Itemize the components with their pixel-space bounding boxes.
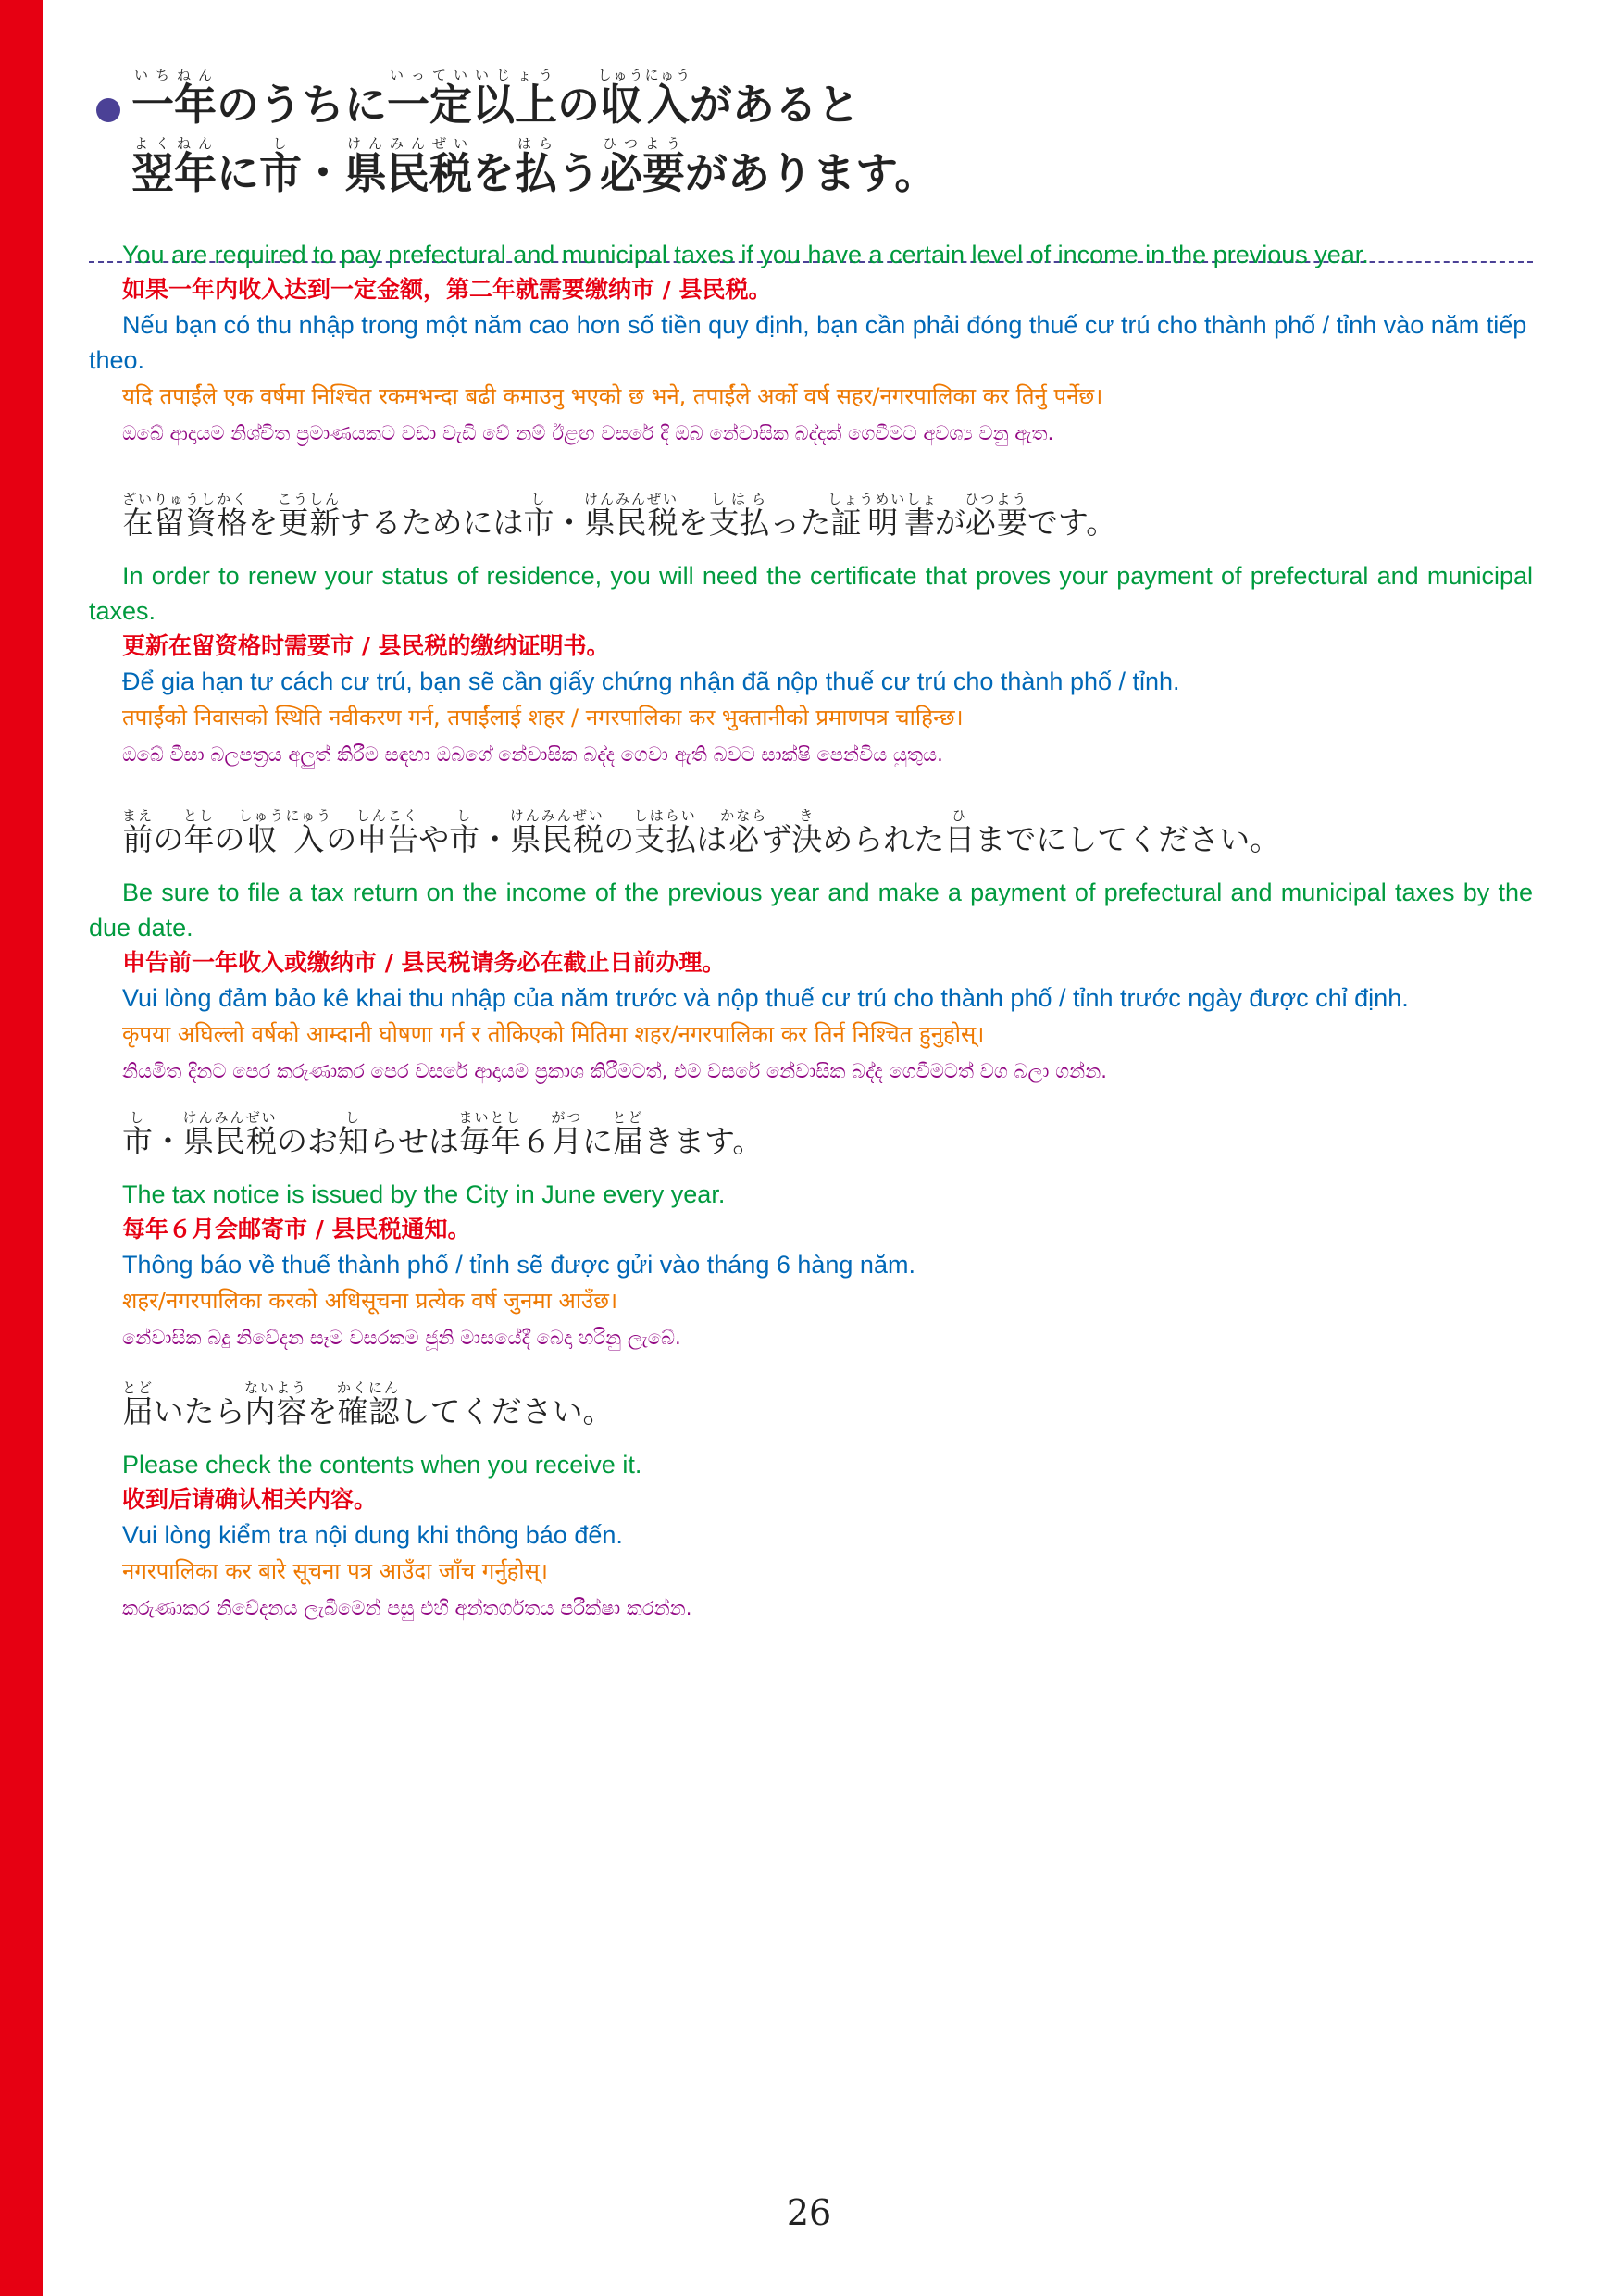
section-check-contents — [89, 1379, 1533, 1627]
furigana-reading: いっていいじょう — [387, 67, 557, 83]
vietnamese-text: Để gia hạn tư cách cư trú, bạn sẽ cần giấy chứng nhận đã nộp thuế cư trú cho thành phố / tỉnh. — [122, 667, 1180, 695]
page-number: 26 — [786, 2192, 832, 2233]
section-tax-notice — [89, 1109, 1533, 1356]
nepali-text: कृपया अघिल्लो वर्षको आम्दानी घोषणा गर्न र तोकिएको मितिमा शहर/नगरपालिका कर तिर्न निश्चित हुनुहोस्। — [122, 1020, 985, 1047]
furigana-word: 確認かくにん — [337, 1379, 401, 1429]
heading-line-2: 翌年よくねんに市し・県民税けんみんぜいを払はらう必要ひつようがあります。 — [131, 135, 938, 198]
sinhala-text: කරුණාකර නිවේදනය ලැබීමෙන් පසු එහි අන්තර්ගතය පරීක්ෂා කරන්න. — [122, 1596, 692, 1619]
chinese-text: 如果一年内收入达到一定金额，第二年就需要缴纳市 / 县民税。 — [122, 276, 772, 303]
furigana-word: 申告しんこく — [355, 807, 419, 857]
furigana-word: 県民税けんみんぜい — [584, 491, 679, 541]
furigana-reading: しはらい — [633, 807, 697, 824]
furigana-reading: しんこく — [355, 807, 419, 824]
furigana-word: 市し — [259, 135, 302, 198]
sinhala-text: ඔබේ ආදායම නිශ්චිත ප්‍රමාණයකට වඩා වැඩි වේ නම් ඊළඟ වසරේ දී ඔබ නේවාසික බද්දක් ගෙවීමට අවශ්‍ය වනු ඇත. — [122, 422, 1054, 444]
furigana-word: 証明書しょうめいしょ — [828, 491, 939, 541]
furigana-word: 知し — [338, 1109, 369, 1159]
sinhala-text: නියමිත දිනට පෙර කරුණාකර පෙර වසරේ ආදායම ප්‍රකාශ කිරීමටත්, එම වසරේ නේවාසික බද්ද ගෙවීමටත් වග බලා ගන්න. — [122, 1059, 1107, 1082]
nepali-text: शहर/नगरपालिका करको अधिसूचना प्रत्येक वर्ष जुनमा आउँछ। — [122, 1287, 618, 1314]
furigana-word: 更新こうしん — [278, 491, 342, 541]
furigana-word: 市し — [449, 807, 480, 857]
furigana-reading: ひ — [944, 807, 976, 824]
furigana-word: 払はら — [515, 135, 557, 198]
vietnamese-text: Nếu bạn có thu nhập trong một năm cao hơn số tiền quy định, bạn cần phải đóng thuế cư trú cho thành phố / tỉnh vào năm tiếp theo. — [89, 311, 1527, 374]
nepali-text: तपाईंको निवासको स्थिति नवीकरण गर्न, तपाईंलाई शहर / नगरपालिका कर भुक्तानीको प्रमाणपत्र चाहिन्छ। — [122, 704, 964, 730]
chinese-text: 收到后请确认相关内容。 — [122, 1485, 378, 1513]
furigana-word: 必かなら — [720, 807, 768, 857]
japanese-text: 届とどいたら内容ないようを確認かくにんしてください。 — [122, 1379, 614, 1429]
furigana-reading: はら — [515, 135, 557, 152]
furigana-word: 届とど — [122, 1379, 155, 1429]
english-text: In order to renew your status of residence, you will need the certificate that proves your payment of prefectural and municipal taxes. — [89, 561, 1533, 625]
furigana-word: 在留資格ざいりゅうしかく — [122, 491, 249, 541]
furigana-reading: いちねん — [131, 67, 217, 83]
furigana-reading: かなら — [720, 807, 768, 824]
sinhala-text: නේවාසික බදු නිවේදන සෑම වසරකම ජූනි මාසයේදී බෙදා හරිනු ලැබේ. — [122, 1326, 681, 1349]
furigana-reading: けんみんぜい — [584, 491, 679, 507]
furigana-reading: し — [122, 1109, 153, 1126]
furigana-word: 必要ひつよう — [600, 135, 685, 198]
furigana-word: 日ひ — [944, 807, 976, 857]
chinese-text: 每年６月会邮寄市 / 县民税通知。 — [122, 1215, 471, 1242]
section-residence-renewal — [89, 491, 1533, 773]
furigana-word: 必要ひつよう — [965, 491, 1028, 541]
furigana-word: 市し — [122, 1109, 153, 1159]
furigana-word: 内容ないよう — [244, 1379, 308, 1429]
furigana-reading: き — [791, 807, 823, 824]
vietnamese-text: Thông báo về thuế thành phố / tỉnh sẽ được gửi vào tháng 6 hàng năm. — [122, 1250, 915, 1279]
furigana-reading: し — [338, 1109, 368, 1126]
furigana-reading: けんみんぜい — [182, 1109, 278, 1126]
page-heading — [89, 57, 1533, 213]
furigana-reading: けんみんぜい — [344, 135, 472, 152]
furigana-reading: しゅうにゅう — [238, 807, 333, 824]
section-tax-return-deadline — [89, 807, 1533, 1090]
furigana-reading: しゅうにゅう — [597, 67, 692, 83]
furigana-word: 翌年よくねん — [131, 135, 217, 198]
furigana-reading: し — [259, 135, 302, 152]
furigana-reading: かくにん — [337, 1379, 401, 1396]
section-income-requirement — [89, 237, 1533, 452]
furigana-reading: ひつよう — [965, 491, 1028, 507]
furigana-reading: ひつよう — [600, 135, 685, 152]
furigana-word: 市し — [523, 491, 554, 541]
english-text: The tax notice is issued by the City in June every year. — [122, 1179, 726, 1208]
furigana-reading: し — [449, 807, 480, 824]
sinhala-text: ඔබේ වීසා බලපත්‍රය අලුත් කිරීම සඳහා ඔබගේ නේවාසික බද්ද ගෙවා ඇති බවට සාක්ෂි පෙන්විය යුතුය. — [122, 742, 943, 766]
furigana-reading: とど — [122, 1379, 155, 1396]
furigana-reading: けんみんぜい — [509, 807, 604, 824]
furigana-word: 支払しはら — [708, 491, 770, 541]
left-edge-bar — [0, 0, 43, 2296]
furigana-reading: こうしん — [278, 491, 342, 507]
furigana-word: 収入しゅうにゅう — [238, 807, 333, 857]
nepali-text: यदि तपाईंले एक वर्षमा निश्चित रकमभन्दा बढी कमाउनु भएको छ भने, तपाईंले अर्को वर्ष सहर/नगरपालिका कर तिर्नु पर्नेछ। — [122, 383, 1103, 409]
vietnamese-text: Vui lòng đảm bảo kê khai thu nhập của năm trước và nộp thuế cư trú cho thành phố / tỉnh trước ngày được chỉ định. — [122, 983, 1409, 1012]
furigana-word: 一定以上いっていいじょう — [387, 67, 557, 130]
furigana-word: 毎年まいとし — [458, 1109, 522, 1159]
chinese-text: 申告前一年收入或缴纳市 / 县民税请务必在截止日前办理。 — [122, 948, 726, 976]
furigana-reading: しはら — [708, 491, 770, 507]
furigana-word: 県民税けんみんぜい — [182, 1109, 278, 1159]
japanese-text: 在留資格ざいりゅうしかくを更新こうしんするためには市し・県民税けんみんぜいを支払しはらった証明書しょうめいしょが必要ひつようです。 — [122, 491, 1117, 541]
furigana-word: 年とし — [183, 807, 216, 857]
furigana-word: 県民税けんみんぜい — [509, 807, 604, 857]
nepali-text: नगरपालिका कर बारे सूचना पत्र आउँदा जाँच गर्नुहोस्। — [122, 1557, 548, 1584]
furigana-reading: とど — [612, 1109, 644, 1126]
furigana-reading: ないよう — [244, 1379, 308, 1396]
furigana-reading: がつ — [551, 1109, 583, 1126]
english-text: Be sure to file a tax return on the income of the previous year and make a payment of prefectural and municipal taxes by the due date. — [89, 878, 1533, 942]
furigana-reading: ざいりゅうしかく — [122, 491, 249, 507]
furigana-word: 収入しゅうにゅう — [597, 67, 692, 130]
furigana-word: 支払しはらい — [633, 807, 697, 857]
japanese-text: 前まえの年としの収入しゅうにゅうの申告しんこくや市し・県民税けんみんぜいの支払しはらいは必かならず決きめられた日ひまでにしてください。 — [122, 807, 1281, 857]
furigana-word: 県民税けんみんぜい — [344, 135, 472, 198]
english-text: Please check the contents when you receive it. — [122, 1450, 642, 1479]
furigana-word: 一年いちねん — [131, 67, 217, 130]
furigana-word: 前まえ — [122, 807, 155, 857]
heading-line-1: 一年いちねんのうちに一定以上いっていいじょうの収入しゅうにゅうがあると — [131, 67, 860, 130]
furigana-reading: とし — [183, 807, 216, 824]
furigana-reading: し — [523, 491, 554, 507]
english-text: You are required to pay prefectural and municipal taxes if you have a certain level of income in the previous year. — [122, 241, 1369, 268]
furigana-word: 届とど — [612, 1109, 644, 1159]
furigana-reading: よくねん — [131, 135, 217, 152]
chinese-text: 更新在留资格时需要市 / 县民税的缴纳证明书。 — [122, 631, 610, 659]
furigana-reading: まえ — [122, 807, 155, 824]
furigana-word: 決き — [791, 807, 823, 857]
japanese-text: 市し・県民税けんみんぜいのお知しらせは毎年まいとし６月がつに届とどきます。 — [122, 1109, 764, 1159]
furigana-reading: まいとし — [458, 1109, 522, 1126]
furigana-reading: しょうめいしょ — [828, 491, 939, 507]
vietnamese-text: Vui lòng kiểm tra nội dung khi thông báo đến. — [122, 1520, 623, 1549]
bullet-icon — [96, 98, 120, 122]
furigana-word: 月がつ — [551, 1109, 583, 1159]
